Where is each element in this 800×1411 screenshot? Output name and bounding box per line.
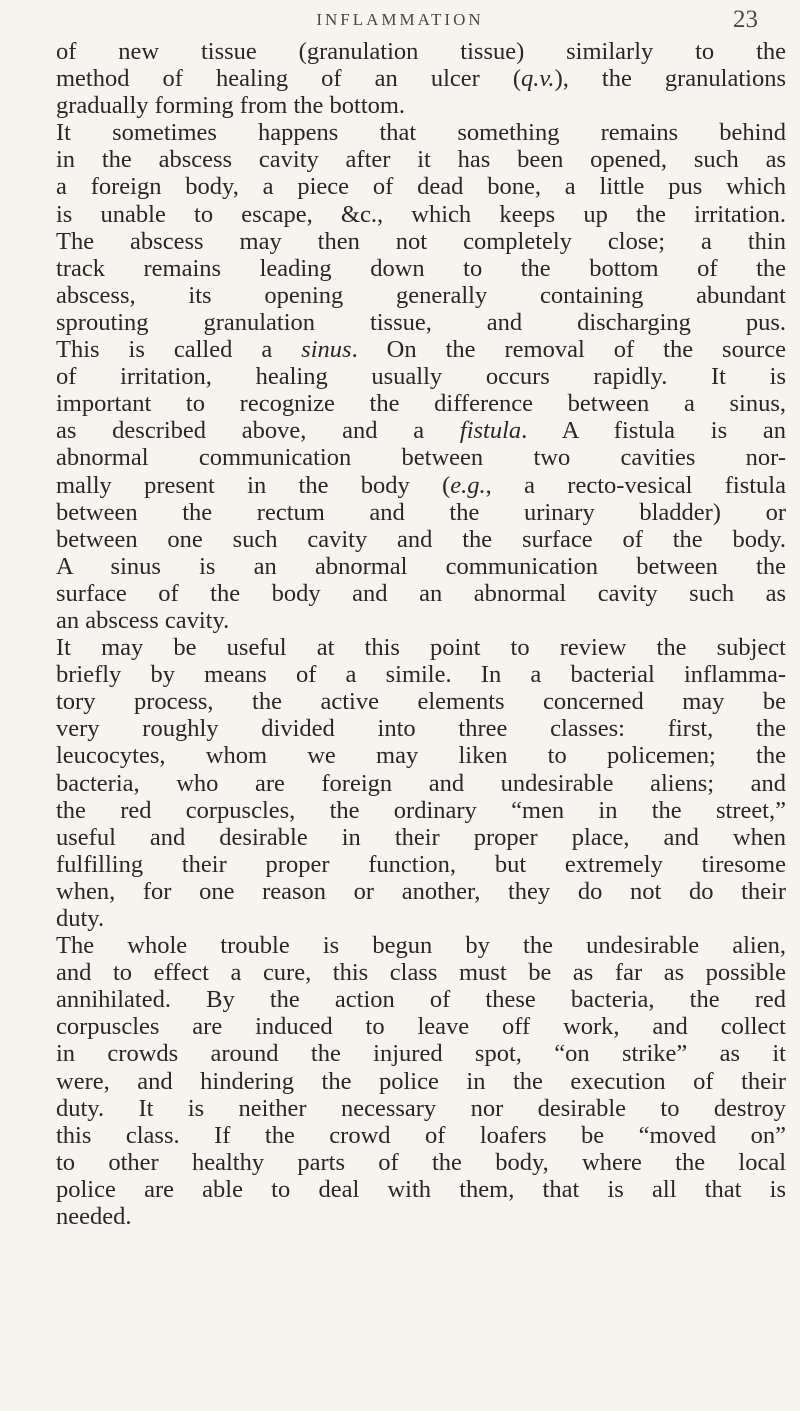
text-run: bacteria, who are foreign and undesirable aliens; and (56, 769, 786, 797)
text-line (56, 309, 786, 336)
text-line (56, 444, 786, 471)
text-run: important to recognize the difference between a sinus, (56, 390, 786, 418)
text-run: between the rectum and the urinary bladder) or (56, 498, 786, 526)
text-line (56, 1095, 786, 1122)
text-run: between one such cavity and the surface of the body. (56, 525, 786, 553)
text-line (56, 390, 786, 417)
text-run: of irritation, healing usually occurs rapidly. It is (56, 363, 786, 391)
text-line (56, 92, 786, 119)
text-line (56, 38, 786, 65)
text-run: this class. If the crowd of loafers be “moved on” (56, 1121, 786, 1149)
text-line (56, 851, 786, 878)
page-number: 23 (733, 6, 758, 33)
text-line (56, 1068, 786, 1095)
text-line (56, 688, 786, 715)
text-run: . On the removal of the source (351, 336, 786, 364)
text-line (56, 1176, 786, 1203)
text-run: It sometimes happens that something remains behind (56, 119, 786, 147)
text-run: corpuscles are induced to leave off work, and collect (56, 1013, 786, 1041)
body-text (56, 38, 786, 1230)
text-line (56, 255, 786, 282)
text-run: duty. It is neither necessary nor desirable to destroy (56, 1094, 786, 1122)
text-line (56, 417, 786, 444)
text-line (56, 742, 786, 769)
text-run: mally present in the body ( (56, 471, 451, 499)
text-run: of new tissue (granulation tissue) similarly to the (56, 38, 786, 65)
text-run: annihilated. By the action of these bacteria, the red (56, 986, 786, 1014)
text-line (56, 634, 786, 661)
text-line (56, 715, 786, 742)
text-line (56, 146, 786, 173)
text-line (56, 472, 786, 499)
text-run: in the abscess cavity after it has been opened, such as (56, 146, 786, 174)
italic-term: fistula (459, 417, 522, 445)
text-run: a foreign body, a piece of dead bone, a little pus which (56, 173, 786, 201)
running-head (0, 6, 800, 36)
text-line (56, 526, 786, 553)
text-line (56, 878, 786, 905)
text-line (56, 905, 786, 932)
text-run: It may be useful at this point to review the subject (56, 634, 786, 662)
text-line (56, 797, 786, 824)
text-run: the red corpuscles, the ordinary “men in the street,” (56, 796, 786, 824)
text-line (56, 932, 786, 959)
text-line (56, 553, 786, 580)
text-line (56, 1013, 786, 1040)
text-run: leucocytes, whom we may liken to policemen; the (56, 742, 786, 770)
text-run: track remains leading down to the bottom of the (56, 254, 786, 282)
text-run: tory process, the active elements concerned may be (56, 688, 786, 716)
text-line (56, 282, 786, 309)
running-title: INFLAMMATION (316, 10, 484, 29)
text-line (56, 363, 786, 390)
text-line (56, 1040, 786, 1067)
text-run: and to effect a cure, this class must be as far as possible (56, 959, 786, 987)
text-line (56, 1122, 786, 1149)
text-run: A sinus is an abnormal communication between the (56, 552, 786, 580)
text-line (56, 499, 786, 526)
text-run: an abscess cavity. (56, 606, 230, 634)
text-run: surface of the body and an abnormal cavity such as (56, 579, 786, 607)
text-run: briefly by means of a simile. In a bacterial inflamma- (56, 661, 786, 689)
text-line (56, 336, 786, 363)
text-run: sprouting granulation tissue, and discharging pus. (56, 308, 786, 336)
text-line (56, 607, 786, 634)
text-line (56, 986, 786, 1013)
text-run: , a recto-vesical fistula (485, 471, 786, 499)
text-line (56, 1203, 786, 1230)
text-line (56, 119, 786, 146)
text-run: in crowds around the injured spot, “on strike” as it (56, 1040, 786, 1068)
text-run: gradually forming from the bottom. (56, 92, 406, 120)
text-line (56, 824, 786, 851)
text-line (56, 661, 786, 688)
text-run: . A fistula is an (521, 417, 786, 445)
text-run: The abscess may then not completely close; a thin (56, 227, 786, 255)
text-line (56, 65, 786, 92)
text-run: fulfilling their proper function, but extremely tiresome (56, 850, 786, 878)
text-line (56, 959, 786, 986)
italic-term: sinus (301, 336, 352, 364)
text-run: ), the granulations (554, 65, 786, 93)
text-run: method of healing of an ulcer ( (56, 65, 521, 93)
text-run: to other healthy parts of the body, where the local (56, 1148, 786, 1176)
text-line (56, 580, 786, 607)
text-run: abnormal communication between two cavities nor- (56, 444, 786, 472)
text-run: useful and desirable in their proper place, and when (56, 823, 786, 851)
text-line (56, 201, 786, 228)
text-line (56, 173, 786, 200)
text-line (56, 770, 786, 797)
text-run: abscess, its opening generally containing abundant (56, 281, 786, 309)
text-run: needed. (56, 1203, 132, 1231)
text-run: The whole trouble is begun by the undesirable alien, (56, 932, 786, 960)
text-run: police are able to deal with them, that is all that is (56, 1175, 786, 1203)
text-run: when, for one reason or another, they do not do their (56, 877, 786, 905)
text-run: is unable to escape, &c., which keeps up the irritation. (56, 200, 786, 228)
text-line (56, 228, 786, 255)
text-line (56, 1149, 786, 1176)
text-run: This is called a (56, 336, 302, 364)
text-run: duty. (56, 905, 105, 932)
text-run: as described above, and a (56, 417, 460, 445)
text-run: were, and hindering the police in the execution of their (56, 1067, 786, 1095)
italic-term: q.v. (521, 65, 555, 93)
text-run: very roughly divided into three classes: first, the (56, 715, 786, 743)
italic-term: e.g. (450, 471, 486, 499)
